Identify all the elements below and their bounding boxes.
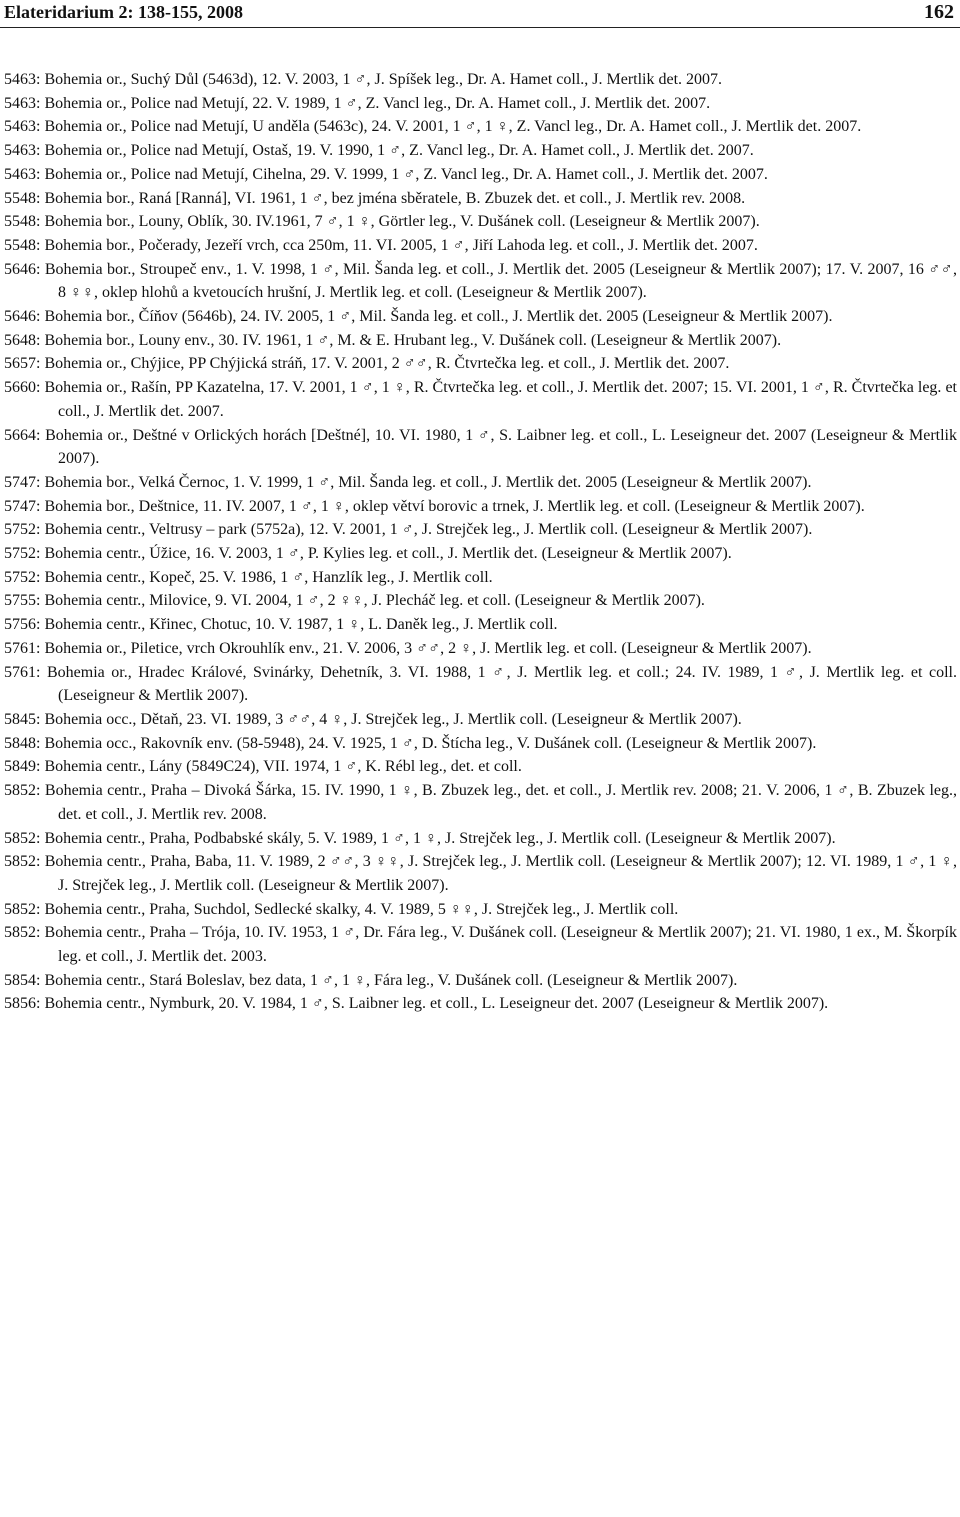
record-entry: 5463: Bohemia or., Police nad Metují, 22. V. 1989, 1 ♂, Z. Vancl leg., Dr. A. Hamet coll., J. Mertlik det. 2007. (4, 94, 711, 112)
record-entry: 5664: Bohemia or., Deštné v Orlických horách [Deštné], 10. VI. 1980, 1 ♂, S. Laibner leg. et coll., L. Leseigneur det. 2007 (Leseigneur & Mertlik 2007). (4, 426, 957, 468)
record-entry: 5856: Bohemia centr., Nymburk, 20. V. 1984, 1 ♂, S. Laibner leg. et coll., L. Leseigneur det. 2007 (Leseigneur & Mertlik 2007). (4, 995, 829, 1013)
journal-citation: Elateridarium 2: 138-155, 2008 (4, 2, 243, 22)
record-entry: 5755: Bohemia centr., Milovice, 9. VI. 2004, 1 ♂, 2 ♀♀, J. Plecháč leg. et coll. (Leseigneur & Mertlik 2007). (4, 592, 705, 610)
running-header (0, 0, 960, 24)
page-number: 162 (924, 1, 954, 23)
record-entry: 5761: Bohemia or., Piletice, vrch Okrouhlík env., 21. V. 2006, 3 ♂♂, 2 ♀, J. Mertlik leg. et coll. (Leseigneur & Mertlik 2007). (4, 639, 812, 657)
record-entry: 5852: Bohemia centr., Praha, Podbabské skály, 5. V. 1989, 1 ♂, 1 ♀, J. Strejček leg., J. Mertlik coll. (Leseigneur & Mertlik 2007). (4, 829, 836, 847)
record-entry: 5752: Bohemia centr., Veltrusy – park (5752a), 12. V. 2001, 1 ♂, J. Strejček leg., J. Mertlik coll. (Leseigneur & Mertlik 2007). (4, 521, 813, 539)
record-entry: 5849: Bohemia centr., Lány (5849C24), VII. 1974, 1 ♂, K. Rébl leg., det. et coll. (4, 758, 522, 776)
record-entry: 5752: Bohemia centr., Kopeč, 25. V. 1986, 1 ♂, Hanzlík leg., J. Mertlik coll. (4, 568, 493, 586)
record-entry: 5646: Bohemia bor., Stroupeč env., 1. V. 1998, 1 ♂, Mil. Šanda leg. et coll., J. Mertlik det. 2005 (Leseigneur & Mertlik 2007); 17. V. 2007, 16 ♂♂, 8 ♀♀, oklep hlohů a kvetoucích hrušní, J. Mertlik leg. et coll. (Leseigneur & Mertlik 2007). (4, 260, 957, 302)
record-entry: 5646: Bohemia bor., Číňov (5646b), 24. IV. 2005, 1 ♂, Mil. Šanda leg. et coll., J. Mertlik det. 2005 (Leseigneur & Mertlik 2007). (4, 308, 833, 326)
record-entry: 5648: Bohemia bor., Louny env., 30. IV. 1961, 1 ♂, M. & E. Hrubant leg., V. Dušánek coll. (Leseigneur & Mertlik 2007). (4, 331, 782, 349)
record-entry: 5463: Bohemia or., Suchý Důl (5463d), 12. V. 2003, 1 ♂, J. Spíšek leg., Dr. A. Hamet coll., J. Mertlik det. 2007. (4, 71, 723, 88)
record-entry: 5761: Bohemia or., Hradec Králové, Svinárky, Dehetník, 3. VI. 1988, 1 ♂, J. Mertlik leg. et coll.; 24. IV. 1989, 1 ♂, J. Mertlik leg. et coll. (Leseigneur & Mertlik 2007). (4, 663, 957, 705)
record-entry: 5752: Bohemia centr., Úžice, 16. V. 2003, 1 ♂, P. Kylies leg. et coll., J. Mertlik det. (Leseigneur & Mertlik 2007). (4, 545, 732, 563)
record-entry: 5548: Bohemia bor., Louny, Oblík, 30. IV.1961, 7 ♂, 1 ♀, Görtler leg., V. Dušánek coll. (Leseigneur & Mertlik 2007). (4, 213, 760, 231)
record-entry: 5463: Bohemia or., Police nad Metují, Cihelna, 29. V. 1999, 1 ♂, Z. Vancl leg., Dr. A. Hamet coll., J. Mertlik det. 2007. (4, 165, 768, 183)
record-entry: 5852: Bohemia centr., Praha – Divoká Šárka, 15. IV. 1990, 1 ♀, B. Zbuzek leg., det. et coll., J. Mertlik rev. 2008; 21. V. 2006, 1 ♂, B. Zbuzek leg., det. et coll., J. Mertlik rev. 2008. (4, 782, 957, 823)
record-entry: 5848: Bohemia occ., Rakovník env. (58-5948), 24. V. 1925, 1 ♂, D. Štícha leg., V. Dušánek coll. (Leseigneur & Mertlik 2007). (4, 734, 817, 752)
record-entry: 5854: Bohemia centr., Stará Boleslav, bez data, 1 ♂, 1 ♀, Fára leg., V. Dušánek coll. (Leseigneur & Mertlik 2007). (4, 971, 738, 989)
record-entry: 5463: Bohemia or., Police nad Metují, Ostaš, 19. V. 1990, 1 ♂, Z. Vancl leg., Dr. A. Hamet coll., J. Mertlik det. 2007. (4, 142, 754, 160)
record-entry: 5747: Bohemia bor., Velká Černoc, 1. V. 1999, 1 ♂, Mil. Šanda leg. et coll., J. Mertlik det. 2005 (Leseigneur & Mertlik 2007). (4, 473, 812, 491)
record-entry: 5852: Bohemia centr., Praha, Baba, 11. V. 1989, 2 ♂♂, 3 ♀♀, J. Strejček leg., J. Mertlik coll. (Leseigneur & Mertlik 2007); 12. VI. 1989, 1 ♂, 1 ♀, J. Strejček leg., J. Mertlik coll. (Leseigneur & Mertlik 2007). (4, 853, 957, 894)
record-entry: 5657: Bohemia or., Chýjice, PP Chýjická stráň, 17. V. 2001, 2 ♂♂, R. Čtvrtečka leg. et coll., J. Mertlik det. 2007. (4, 355, 730, 373)
record-entry: 5852: Bohemia centr., Praha – Trója, 10. IV. 1953, 1 ♂, Dr. Fára leg., V. Dušánek coll. (Leseigneur & Mertlik 2007); 21. VI. 1980, 1 ex., M. Škorpík leg. et coll., J. Mertlik det. 2003. (4, 924, 957, 966)
record-entry: 5852: Bohemia centr., Praha, Suchdol, Sedlecké skalky, 4. V. 1989, 5 ♀♀, J. Strejček leg., J. Mertlik coll. (4, 900, 679, 918)
header-rule (0, 27, 960, 28)
record-entry: 5747: Bohemia bor., Deštnice, 11. IV. 2007, 1 ♂, 1 ♀, oklep větví borovic a trnek, J. Mertlik leg. et coll. (Leseigneur & Mertlik 2007). (4, 497, 865, 515)
record-entry: 5660: Bohemia or., Rašín, PP Kazatelna, 17. V. 2001, 1 ♂, 1 ♀, R. Čtvrtečka leg. et coll., J. Mertlik det. 2007; 15. VI. 2001, 1 ♂, R. Čtvrtečka leg. et coll., J. Mertlik det. 2007. (4, 379, 957, 420)
record-entry: 5845: Bohemia occ., Dětaň, 23. VI. 1989, 3 ♂♂, 4 ♀, J. Strejček leg., J. Mertlik coll. (Leseigneur & Mertlik 2007). (4, 710, 742, 728)
record-entry: 5548: Bohemia bor., Počerady, Jezeří vrch, cca 250m, 11. VI. 2005, 1 ♂, Jiří Lahoda leg. et coll., J. Mertlik det. 2007. (4, 236, 758, 254)
record-entry: 5756: Bohemia centr., Křinec, Chotuc, 10. V. 1987, 1 ♀, L. Daněk leg., J. Mertlik coll. (4, 616, 558, 634)
record-entry: 5463: Bohemia or., Police nad Metují, U anděla (5463c), 24. V. 2001, 1 ♂, 1 ♀, Z. Vancl leg., Dr. A. Hamet coll., J. Mertlik det. 2007. (4, 118, 862, 136)
record-entry: 5548: Bohemia bor., Raná [Ranná], VI. 1961, 1 ♂, bez jména sběratele, B. Zbuzek det. et coll., J. Mertlik rev. 2008. (4, 189, 746, 207)
records-list (4, 68, 957, 1016)
